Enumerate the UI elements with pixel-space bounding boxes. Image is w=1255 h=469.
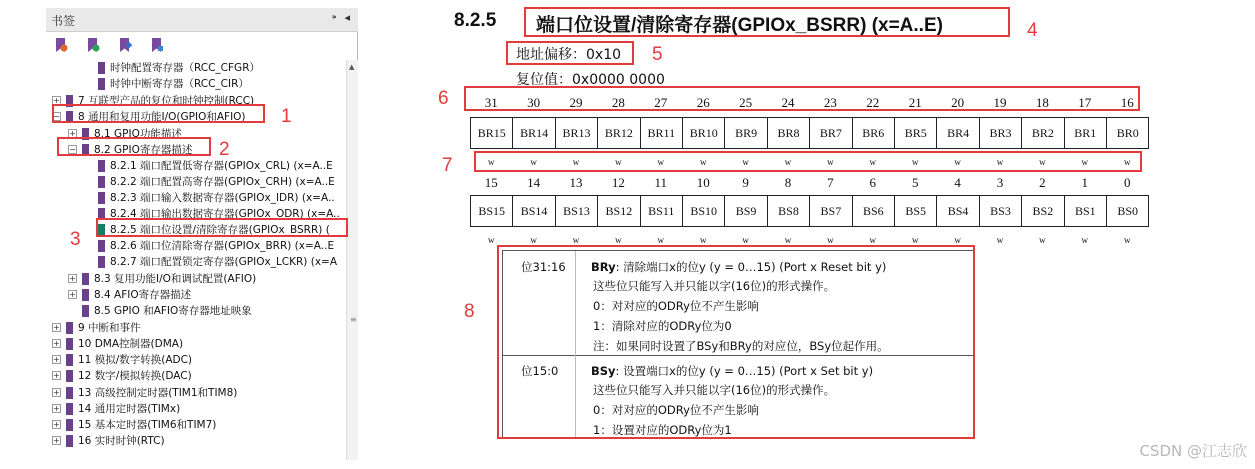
high-access-type: w [1123, 157, 1131, 167]
annotation-box-bit-numbers [464, 86, 1140, 111]
expand-icon[interactable]: + [53, 96, 60, 105]
low-bit-number: 15 [484, 175, 498, 190]
bookmark-icon [98, 160, 105, 172]
desc-bit-range: 位15:0 [521, 364, 559, 378]
bookmark-icon [82, 273, 89, 285]
high-field-cell: BR10 [682, 117, 725, 149]
bookmark-icon [66, 354, 73, 366]
expand-icon[interactable]: + [53, 388, 60, 397]
bookmark-label: 8.2.3 端口输入数据寄存器(GPIOx_IDR) (x=A.. [110, 192, 335, 204]
high-bit-number: 16 [1120, 95, 1134, 110]
high-field-cell: BR14 [512, 117, 555, 149]
high-field-cell: BR9 [724, 117, 767, 149]
desc-line: 1：设置对应的ODRy位为1 [593, 423, 732, 437]
bookmark-properties-icon[interactable] [150, 37, 164, 53]
bookmark-icon [98, 192, 105, 204]
low-access-type: w [572, 235, 580, 245]
annotation-box-access [474, 151, 1142, 172]
high-access-type: w [699, 157, 707, 167]
high-field-cell: BR0 [1106, 117, 1149, 149]
high-field-cell: BR2 [1021, 117, 1064, 149]
expand-icon[interactable]: + [53, 436, 60, 445]
watermark: CSDN @江志欣 [1139, 442, 1247, 460]
bookmark-label: 8.4 AFIO寄存器描述 [94, 289, 192, 301]
bookmark-icon [98, 176, 105, 188]
bookmark-label: 8.2.1 端口配置低寄存器(GPIOx_CRL) (x=A..E [110, 160, 333, 172]
low-field-cell: BS6 [852, 195, 895, 227]
reset-value: 复位值：0x0000 0000 [516, 72, 665, 88]
pane-scrollbar[interactable] [346, 60, 358, 460]
high-access-type: w [996, 157, 1004, 167]
bookmark-label: 16 实时时钟(RTC) [78, 435, 165, 447]
high-access-type: w [911, 157, 919, 167]
expand-bookmark-icon[interactable] [86, 37, 100, 53]
high-field-cell: BR11 [640, 117, 683, 149]
bookmark-label: 8.2.4 端口输出数据寄存器(GPIOx_ODR) (x=A.. [110, 208, 340, 220]
scroll-grip-icon[interactable]: ≡ [350, 315, 357, 324]
annotation-label-4: 4 [1027, 20, 1038, 41]
bookmark-icon [66, 435, 73, 447]
high-field-cell: BR12 [597, 117, 640, 149]
low-bit-number: 8 [784, 175, 792, 190]
high-bit-number: 25 [739, 95, 753, 110]
low-bit-number: 6 [869, 175, 877, 190]
annotation-label-3: 3 [70, 229, 81, 250]
annotation-box-bsrr-bookmark [96, 218, 348, 237]
low-field-cell: BS15 [470, 195, 513, 227]
low-access-type: w [615, 235, 622, 245]
pane-header [46, 8, 358, 32]
low-field-cell: BS9 [724, 195, 767, 227]
bookmark-icon [66, 403, 73, 415]
bookmark-label: 8.2.2 端口配置高寄存器(GPIOx_CRH) (x=A..E [110, 176, 335, 188]
low-bit-number: 13 [569, 175, 583, 190]
expand-icon[interactable]: + [69, 290, 76, 299]
high-access-type: w [1039, 157, 1046, 167]
bookmark-icon [98, 62, 105, 74]
annotation-box-gpio-registers [57, 137, 211, 156]
bookmark-label: 时钟中断寄存器（RCC_CIR） [110, 78, 249, 90]
bookmark-icon [82, 289, 89, 301]
desc-line: 这些位只能写入并只能以字(16位)的形式操作。 [593, 279, 836, 293]
bookmark-label: 8.5 GPIO 和AFIO寄存器地址映象 [94, 305, 252, 317]
low-access-type: w [827, 235, 834, 245]
high-field-cell: BR5 [894, 117, 937, 149]
low-bit-number: 2 [1039, 175, 1046, 190]
bookmark-icon [82, 305, 89, 317]
desc-field-title: : 设置端口x的位y (y = 0…15) (Port x Set bit y) [615, 364, 874, 378]
high-access-type: w [827, 157, 834, 167]
high-bit-number: 28 [611, 95, 625, 110]
high-bit-number: 20 [951, 95, 965, 110]
bookmark-icon [66, 387, 73, 399]
low-access-type: w [996, 235, 1004, 245]
bookmark-label: 11 模拟/数字转换(ADC) [78, 354, 193, 366]
expand-icon[interactable]: + [69, 129, 76, 138]
expand-icon[interactable]: + [53, 323, 60, 332]
desc-line: 0：对对应的ODRy位不产生影响 [593, 403, 759, 417]
bookmark-icon [98, 240, 105, 252]
low-field-cell: BS3 [979, 195, 1022, 227]
high-bit-number: 27 [654, 95, 668, 110]
high-bit-number: 31 [484, 95, 498, 110]
high-bit-number: 29 [569, 95, 583, 110]
desc-field-title: : 清除端口x的位y (y = 0…15) (Port x Reset bit y) [615, 260, 887, 274]
low-field-cell: BS5 [894, 195, 937, 227]
high-access-type: w [954, 157, 961, 167]
high-access-type: w [572, 157, 580, 167]
low-bit-number: 3 [996, 175, 1004, 190]
low-field-cell: BS0 [1106, 195, 1149, 227]
low-access-type: w [911, 235, 919, 245]
bookmark-label: 8.3 复用功能I/O和调试配置(AFIO) [94, 273, 257, 285]
low-access-type: w [742, 235, 749, 245]
desc-line: 1：清除对应的ODRy位为0 [593, 319, 732, 333]
high-access-type: w [615, 157, 622, 167]
high-bit-number: 24 [781, 95, 795, 110]
low-bit-number: 1 [1081, 175, 1089, 190]
desc-line: 这些位只能写入并只能以字(16位)的形式操作。 [593, 383, 836, 397]
high-bit-number: 23 [823, 95, 837, 110]
high-access-type: w [742, 157, 749, 167]
desc-field-name: BSy [591, 364, 616, 378]
low-field-cell: BS10 [682, 195, 725, 227]
bookmark-icon [98, 256, 105, 268]
scroll-up-icon[interactable]: ▲ [349, 63, 355, 71]
collapse-icon[interactable]: − [69, 145, 76, 154]
low-access-type: w [1039, 235, 1046, 245]
bookmark-label: 8.2.5 端口位设置/清除寄存器(GPIOx_BSRR) ( [110, 224, 330, 236]
high-field-cell: BR8 [767, 117, 810, 149]
document-page [364, 0, 1255, 469]
high-bit-number: 26 [696, 95, 710, 110]
low-field-cell: BS1 [1064, 195, 1107, 227]
high-field-cell: BR3 [979, 117, 1022, 149]
low-field-cell: BS13 [555, 195, 598, 227]
low-field-cell: BS14 [512, 195, 555, 227]
section-number: 8.2.5 [454, 10, 497, 31]
low-bit-number: 0 [1123, 175, 1131, 190]
bookmark-label: 9 中断和事件 [78, 322, 141, 334]
high-field-cell: BR13 [555, 117, 598, 149]
pane-collapse-controls[interactable]: ⁍ ◂ [331, 11, 352, 24]
expand-icon[interactable]: + [53, 371, 60, 380]
expand-icon[interactable]: + [53, 420, 60, 429]
annotation-label-6: 6 [438, 88, 449, 109]
pane-title: 书签 [51, 14, 76, 28]
low-field-cell: BS2 [1021, 195, 1064, 227]
high-field-cell: BR15 [470, 117, 513, 149]
bookmark-label: 7 互联型产品的复位和时钟控制(RCC) [78, 95, 255, 107]
low-field-cell: BS11 [640, 195, 683, 227]
desc-field-name: BRy [591, 260, 616, 274]
bookmark-label: 8.2 GPIO寄存器描述 [94, 144, 193, 156]
desc-line: 注：如果同时设置了BSy和BRy的对应位，BSy位起作用。 [593, 339, 889, 353]
address-offset: 地址偏移：0x10 [516, 47, 622, 63]
low-access-type: w [699, 235, 707, 245]
desc-bit-range: 位31:16 [521, 260, 566, 274]
pane-toolbar [46, 33, 358, 59]
bookmark-label: 8.2.6 端口位清除寄存器(GPIOx_BRR) (x=A..E [110, 240, 335, 252]
low-field-cell: BS7 [809, 195, 852, 227]
low-access-type: w [784, 235, 792, 245]
collapse-icon[interactable]: − [53, 112, 60, 121]
high-field-cell: BR7 [809, 117, 852, 149]
bookmark-label: 15 基本定时器(TIM6和TIM7) [78, 419, 217, 431]
high-field-cell: BR4 [936, 117, 979, 149]
high-access-type: w [869, 157, 877, 167]
expand-icon[interactable]: + [53, 339, 60, 348]
low-access-type: w [487, 235, 495, 245]
high-bit-number: 30 [527, 95, 541, 110]
annotation-label-5: 5 [652, 44, 663, 65]
goto-bookmark-icon[interactable] [118, 37, 132, 53]
low-access-type: w [530, 235, 537, 245]
annotation-label-8: 8 [464, 301, 475, 322]
bookmark-label: 8 通用和复用功能I/O(GPIO和AFIO) [78, 111, 246, 123]
low-field-cell: BS4 [936, 195, 979, 227]
annotation-label-2: 2 [219, 139, 230, 160]
expand-icon[interactable]: + [53, 404, 60, 413]
annotation-box-chapter8 [52, 104, 265, 123]
low-access-type: w [1081, 235, 1089, 245]
bookmark-label: 8.1 GPIO功能描述 [94, 128, 182, 140]
annotation-box-title [524, 7, 1010, 37]
high-access-type: w [530, 157, 537, 167]
section-title: 端口位设置/清除寄存器(GPIOx_BSRR) (x=A..E) [536, 15, 943, 36]
low-access-type: w [1123, 235, 1131, 245]
bookmark-label: 12 数字/模拟转换(DAC) [78, 370, 192, 382]
bookmark-label: 8.2.7 端口配置锁定寄存器(GPIOx_LCKR) (x=A [110, 256, 338, 268]
annotation-label-1: 1 [281, 106, 292, 127]
high-bit-number: 21 [908, 95, 922, 110]
low-bit-number: 14 [527, 175, 541, 190]
desc-line: 0：对对应的ODRy位不产生影响 [593, 299, 759, 313]
low-access-type: w [954, 235, 961, 245]
high-access-type: w [784, 157, 792, 167]
bookmark-icon [66, 419, 73, 431]
bookmark-options-icon[interactable] [54, 37, 68, 53]
annotation-box-description [497, 245, 975, 439]
low-bit-number: 4 [954, 175, 961, 190]
annotation-label-7: 7 [442, 155, 453, 176]
bookmark-label: 时钟配置寄存器（RCC_CFGR） [110, 62, 260, 74]
low-access-type: w [657, 235, 665, 245]
bookmark-icon [66, 338, 73, 350]
high-bit-number: 17 [1078, 95, 1092, 110]
bookmark-icon [66, 370, 73, 382]
expand-icon[interactable]: + [69, 274, 76, 283]
bookmark-label: 13 高级控制定时器(TIM1和TIM8) [78, 387, 238, 399]
low-access-type: w [869, 235, 877, 245]
high-field-cell: BR1 [1064, 117, 1107, 149]
high-access-type: w [657, 157, 665, 167]
high-field-cell: BR6 [852, 117, 895, 149]
bookmark-label: 14 通用定时器(TIMx) [78, 403, 181, 415]
low-bit-number: 7 [827, 175, 834, 190]
low-bit-number: 9 [742, 175, 749, 190]
annotation-box-offset [506, 41, 634, 65]
bookmark-label: 10 DMA控制器(DMA) [78, 338, 184, 350]
low-bit-number: 10 [696, 175, 710, 190]
low-field-cell: BS12 [597, 195, 640, 227]
high-access-type: w [487, 157, 495, 167]
high-bit-number: 22 [866, 95, 880, 110]
low-bit-number: 11 [654, 175, 668, 190]
high-access-type: w [1081, 157, 1089, 167]
high-bit-number: 18 [1035, 95, 1049, 110]
bookmark-icon [98, 78, 105, 90]
high-bit-number: 19 [993, 95, 1007, 110]
low-bit-number: 5 [911, 175, 919, 190]
bookmark-icon [66, 322, 73, 334]
low-bit-number: 12 [611, 175, 625, 190]
low-field-cell: BS8 [767, 195, 810, 227]
expand-icon[interactable]: + [53, 355, 60, 364]
